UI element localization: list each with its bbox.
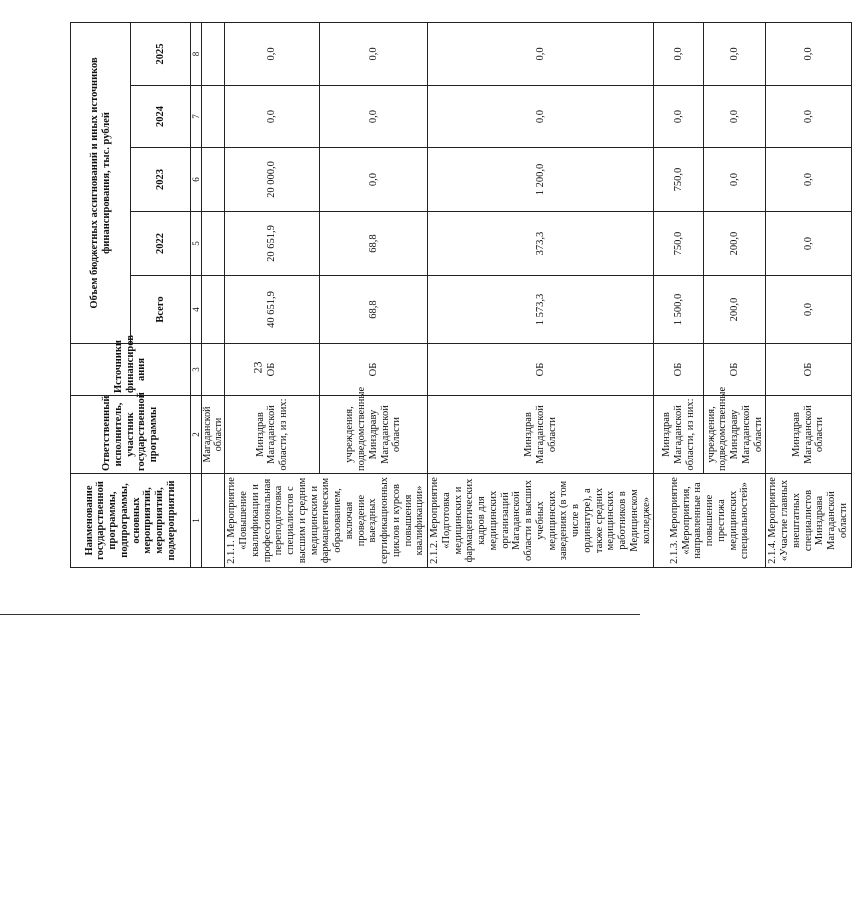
group-2023-cell [202, 148, 225, 212]
row-2024-cell: 0,0 [225, 86, 320, 148]
row-source-cell: ОБ [704, 344, 766, 396]
row-executor-cell: Минздрав Магаданской области [428, 396, 654, 474]
row-source-cell: ОБ [428, 344, 654, 396]
row-total-cell: 200,0 [704, 276, 766, 344]
row-2025-cell: 0,0 [225, 22, 320, 85]
row-2023-cell: 0,0 [704, 148, 766, 212]
row-2025-cell: 0,0 [654, 22, 704, 85]
row-2024-cell: 0,0 [654, 86, 704, 148]
row-2023-cell: 20 000,0 [225, 148, 320, 212]
row-source-cell: ОБ [654, 344, 704, 396]
group-total-cell [202, 276, 225, 344]
group-2024-cell [202, 86, 225, 148]
row-executor-cell: учреждения, подведомственные Минздраву Магаданской области [704, 396, 766, 474]
header-executor: Ответственный исполнитель, участник государственной программы [71, 396, 191, 474]
header-row [71, 22, 131, 567]
header-2025: 2025 [131, 22, 191, 85]
column-number: 2 [191, 396, 202, 474]
header-volume-group: Объем бюджетных ассигнований и иных источников финансирования, тыс. рублей [71, 22, 131, 343]
row-total-cell: 1 500,0 [654, 276, 704, 344]
row-total-cell: 0,0 [766, 276, 851, 344]
row-total-cell: 1 573,3 [428, 276, 654, 344]
header-2022: 2022 [131, 212, 191, 276]
group-row [202, 22, 225, 567]
table-row [654, 22, 704, 567]
group-name-cell [202, 474, 225, 568]
group-2022-cell [202, 212, 225, 276]
row-executor-cell: Минздрав Магаданской области [766, 396, 851, 474]
row-2023-cell: 0,0 [766, 148, 851, 212]
column-number: 6 [191, 148, 202, 212]
budget-table [70, 22, 852, 568]
row-name-cell: 2.1.3. Мероприятие «Мероприятия, направленные на повышение престижа медицинских специальностей» [654, 474, 766, 568]
row-source-cell: ОБ [225, 344, 320, 396]
row-source-cell: ОБ [320, 344, 428, 396]
table-row [225, 22, 320, 567]
row-2024-cell: 0,0 [428, 86, 654, 148]
row-name-cell: 2.1.4. Мероприятие «Участие главных внештатных специалистов Минздрава Магаданской области [766, 474, 851, 568]
row-2025-cell: 0,0 [704, 22, 766, 85]
column-number: 7 [191, 86, 202, 148]
page-number: 23 [250, 361, 265, 374]
row-executor-cell: Минздрав Магаданской области, из них: [225, 396, 320, 474]
row-2024-cell: 0,0 [320, 86, 428, 148]
column-number: 4 [191, 276, 202, 344]
row-2022-cell: 0,0 [766, 212, 851, 276]
row-2023-cell: 1 200,0 [428, 148, 654, 212]
row-executor-cell: Минздрав Магаданской области, из них: [654, 396, 704, 474]
row-total-cell: 40 651,9 [225, 276, 320, 344]
row-2025-cell: 0,0 [428, 22, 654, 85]
row-2022-cell: 373,3 [428, 212, 654, 276]
column-number: 1 [191, 474, 202, 568]
header-name: Наименование государственной программы, подпрограммы, основных мероприятий, мероприятий, подмероприятий [71, 474, 191, 568]
rotated-page [70, 23, 849, 568]
row-2022-cell: 68,8 [320, 212, 428, 276]
row-executor-cell: учреждения, подведомственные Минздраву Магаданской области [320, 396, 428, 474]
row-2022-cell: 750,0 [654, 212, 704, 276]
row-name-cell: 2.1.2. Мероприятие «Подготовка медицинских и фармацевтических кадров для медицинских организаций Магаданской области в высших учебных медицинских заведениях (в том числе в ординатуре), а также средних медицинских работников в Медицинском колледже» [428, 474, 654, 568]
row-2024-cell: 0,0 [704, 86, 766, 148]
table-row [766, 22, 851, 567]
header-2024: 2024 [131, 86, 191, 148]
row-2022-cell: 200,0 [704, 212, 766, 276]
group-2025-cell [202, 22, 225, 85]
column-number-row [191, 22, 202, 567]
header-total: Всего [131, 276, 191, 344]
group-source-cell [202, 344, 225, 396]
table-row [428, 22, 654, 567]
scan-edge-line [0, 614, 640, 615]
row-total-cell: 68,8 [320, 276, 428, 344]
column-number: 3 [191, 344, 202, 396]
row-2022-cell: 20 651,9 [225, 212, 320, 276]
row-2023-cell: 0,0 [320, 148, 428, 212]
row-2023-cell: 750,0 [654, 148, 704, 212]
row-source-cell: ОБ [766, 344, 851, 396]
row-name-cell: 2.1.1. Мероприятие «Повышение квалификации и профессиональная переподготовка специалистов с высшим и средним медицинским и фармацевтическим образованием, включая проведение выездных сертификационных циклов и курсов повышения квалификации» [225, 474, 428, 568]
row-2025-cell: 0,0 [320, 22, 428, 85]
row-2024-cell: 0,0 [766, 86, 851, 148]
group-executor-cell: Магаданской области [202, 396, 225, 474]
header-source: Источники финансиров ания [71, 344, 191, 396]
column-number: 8 [191, 22, 202, 85]
header-2023: 2023 [131, 148, 191, 212]
row-2025-cell: 0,0 [766, 22, 851, 85]
column-number: 5 [191, 212, 202, 276]
